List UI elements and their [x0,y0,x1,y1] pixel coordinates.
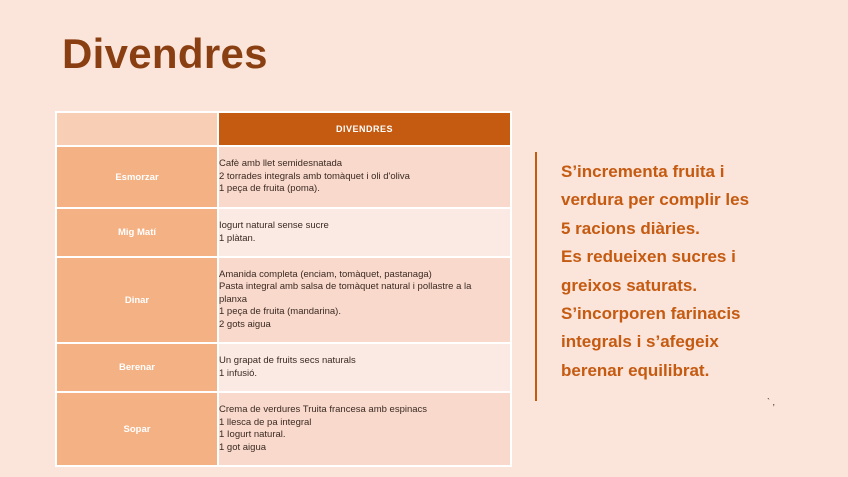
description-line: Pasta integral amb salsa de tomàquet natural i pollastre a la [219,281,472,293]
table-corner-cell [56,112,218,146]
description-line: 1 plàtan. [219,232,256,244]
description-line: Crema de verdures Truita francesa amb espinacs [219,404,428,415]
table-row [56,343,511,392]
description-line: Amanida completa (enciam, tomàquet, pastanaga) [219,268,432,280]
meal-table [55,111,512,467]
accent-divider [535,152,537,401]
description-line: planxa [219,293,247,305]
description-line: 2 torrades integrals amb tomàquet i oli d'oliva [219,170,410,182]
table-header-row [56,112,511,146]
page-title: Divendres [62,30,268,77]
note-line: greixos saturats. [561,275,698,295]
meal-label: Mig Matí [56,208,218,257]
description-line: 1 Iogurt natural. [219,429,286,440]
note-line: S’incrementa fruita i [561,162,725,181]
description-line: 1 llesca de pa integral [219,416,312,428]
meal-label: Esmorzar [56,146,218,208]
corner-mark: ` , [767,397,775,407]
description-line: 1 peça de fruita (poma). [219,183,320,195]
meal-description [218,343,511,392]
note-line: Es redueixen sucres i [561,247,736,267]
description-line: Iogurt natural sense sucre [219,220,329,231]
meal-description [218,208,511,257]
meal-description [218,257,511,343]
note-line: berenar equilibrat. [561,360,710,380]
meal-label: Berenar [56,343,218,392]
description-line: 1 infusió. [219,367,258,379]
table-row [56,257,511,343]
description-line: Cafè amb llet semidesnatada [219,158,343,170]
description-line: 1 peça de fruita (mandarina). [219,306,341,318]
note-line: 5 racions diàries. [561,218,700,238]
note-line: S’incorporen farinacis [561,304,741,324]
day-header: DIVENDRES [218,112,511,146]
meal-description [218,146,511,208]
meal-description [218,392,511,466]
meal-label: Sopar [56,392,218,466]
note-line: integrals i s’afegeix [561,332,719,352]
description-line: 2 gots aigua [219,318,271,330]
table-row [56,208,511,257]
table-row [56,392,511,466]
table-row [56,146,511,208]
note-line: verdura per complir les [561,190,750,210]
meal-label: Dinar [56,257,218,343]
summary-note [561,158,801,385]
description-line: 1 got aigua [219,441,267,453]
description-line: Un grapat de fruits secs naturals [219,355,356,366]
